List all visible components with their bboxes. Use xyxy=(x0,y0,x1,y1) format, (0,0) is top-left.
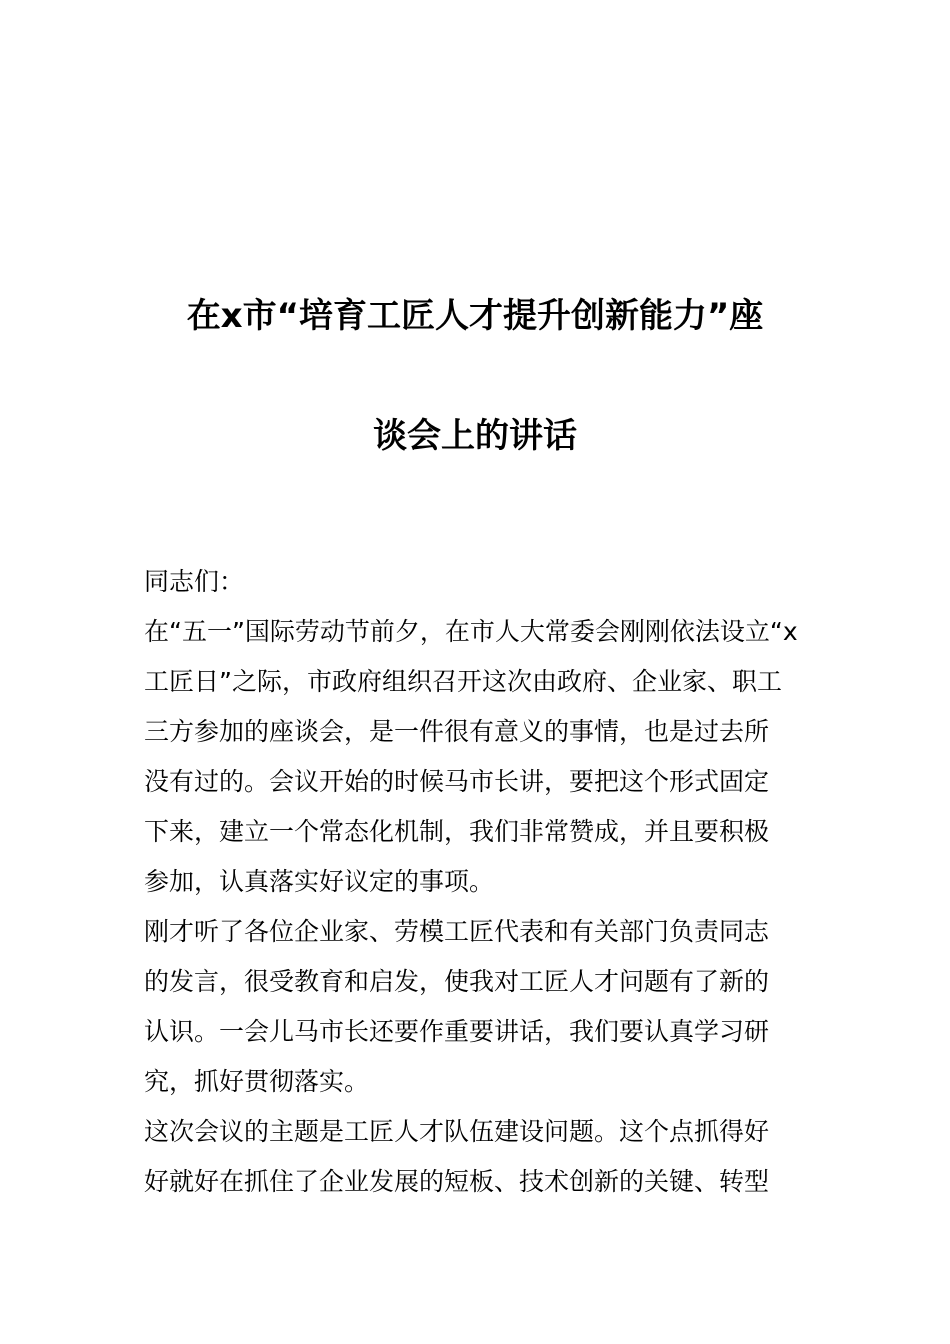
body-line: 参加，认真落实好议定的事项。 xyxy=(144,867,495,896)
body-line: 刚才听了各位企业家、劳模工匠代表和有关部门负责同志 xyxy=(144,917,770,946)
body-line: 好就好在抓住了企业发展的短板、技术创新的关键、转型 xyxy=(144,1167,770,1196)
body-line: 三方参加的座谈会，是一件很有意义的事情，也是过去所 xyxy=(144,717,770,746)
document-title-line-1: 在x市“培育工匠人才提升创新能力”座 xyxy=(186,296,764,336)
body-line: 没有过的。会议开始的时候马市长讲，要把这个形式固定 xyxy=(144,767,770,796)
document-title-line-2: 谈会上的讲话 xyxy=(373,416,577,456)
body-line: 下来，建立一个常态化机制，我们非常赞成，并且要积极 xyxy=(144,817,770,846)
body-line: 工匠日”之际，市政府组织召开这次由政府、企业家、职工 xyxy=(144,667,782,696)
body-line: 认识。一会儿马市长还要作重要讲话，我们要认真学习研 xyxy=(144,1017,770,1046)
document-body xyxy=(144,557,814,1207)
body-line: 在“五一”国际劳动节前夕，在市人大常委会刚刚依法设立“x xyxy=(144,617,798,646)
body-line: 这次会议的主题是工匠人才队伍建设问题。这个点抓得好 xyxy=(144,1117,770,1146)
body-line-salutation: 同志们： xyxy=(144,567,245,596)
body-line: 的发言，很受教育和启发，使我对工匠人才问题有了新的 xyxy=(144,967,770,996)
body-line: 究，抓好贯彻落实。 xyxy=(144,1067,370,1096)
